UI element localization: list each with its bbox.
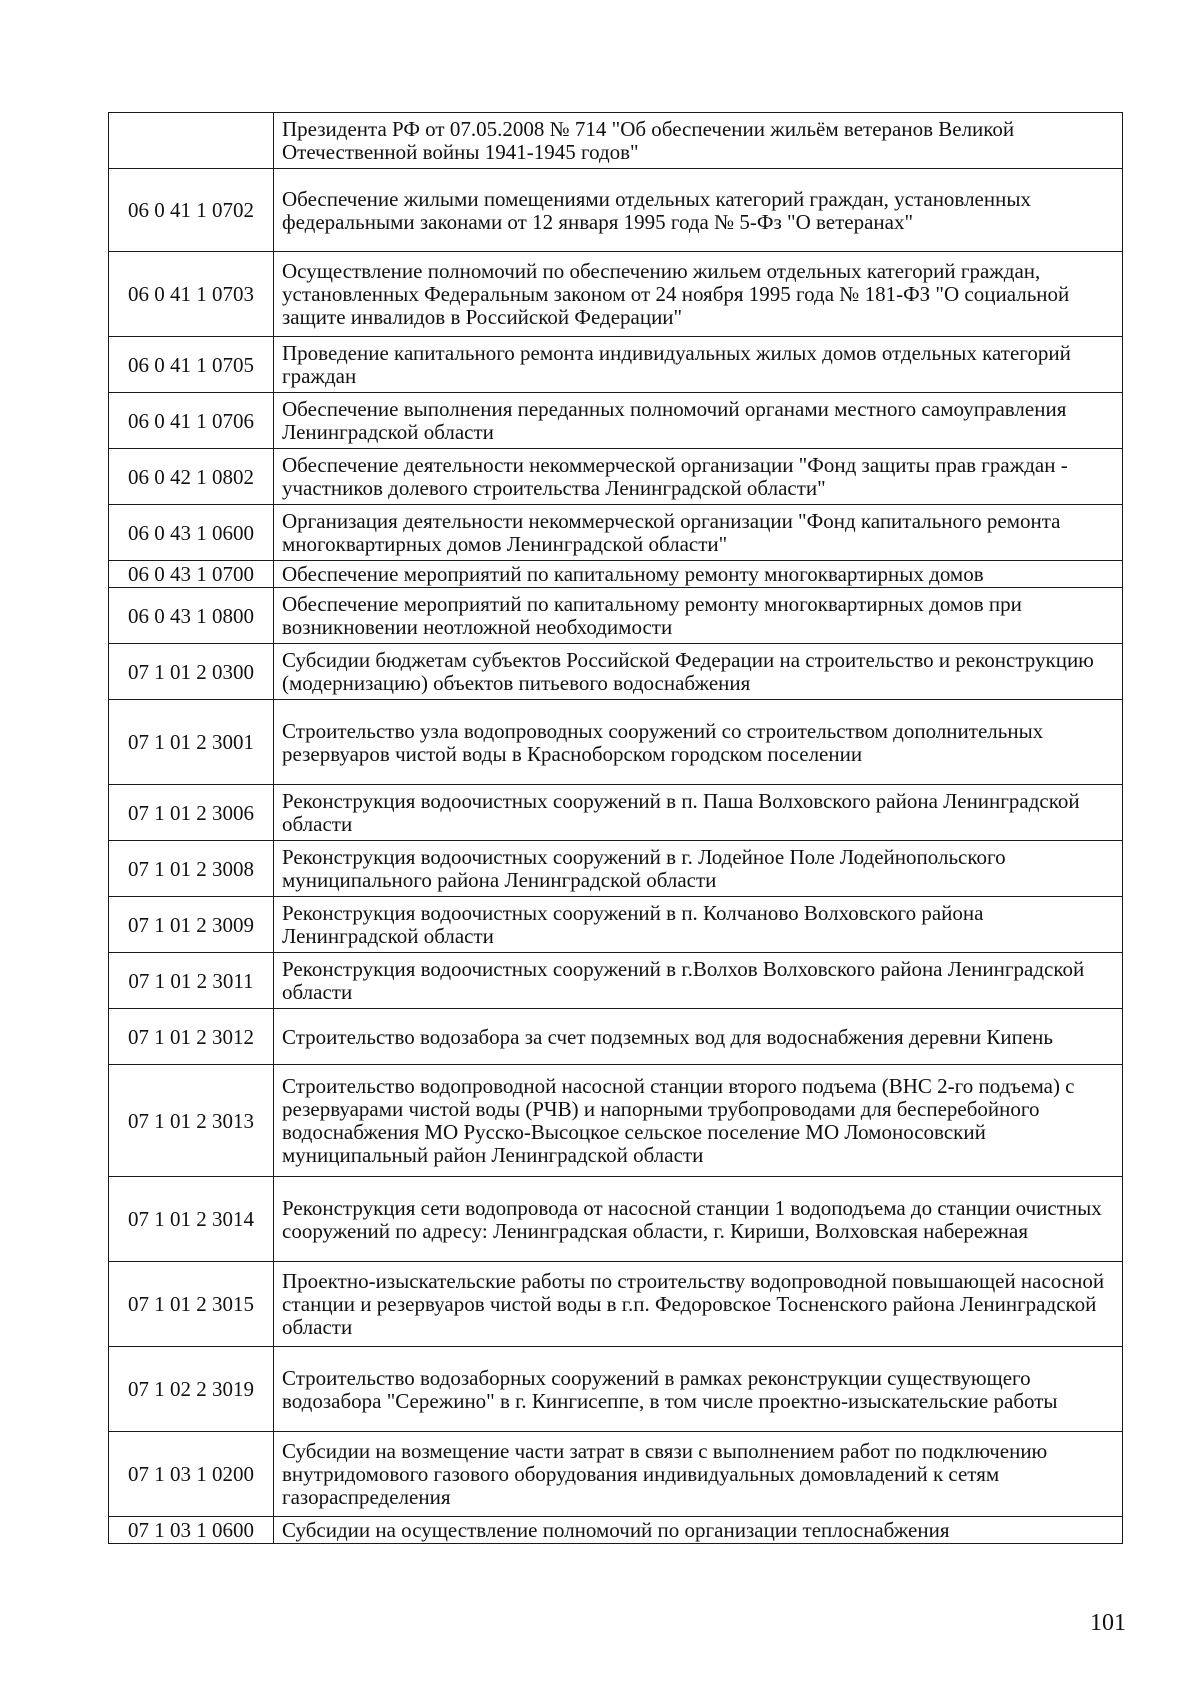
code-cell: 06 0 41 1 0706 [109,393,274,449]
description-cell: Реконструкция водоочистных сооружений в г. Лодейное Поле Лодейнопольского муниципального района Ленинградской области [274,841,1123,897]
code-cell: 06 0 41 1 0705 [109,337,274,393]
description-cell: Проведение капитального ремонта индивидуальных жилых домов отдельных категорий граждан [274,337,1123,393]
description-cell: Президента РФ от 07.05.2008 № 714 "Об обеспечении жильём ветеранов Великой Отечественной войны 1941-1945 годов" [274,113,1123,169]
table-row [109,897,1123,953]
description-cell: Строительство водозаборных сооружений в рамках реконструкции существующего водозабора "Сережино" в г. Кингисеппе, в том числе проектно-изыскательские работы [274,1347,1123,1432]
description-cell: Строительство водопроводной насосной станции второго подъема (ВНС 2-го подъема) с резервуарами чистой воды (РЧВ) и напорными трубопроводами для бесперебойного водоснабжения МО Русско-Высоцкое сельское поселение МО Ломоносовский муниципальный район Ленинградской области [274,1065,1123,1177]
description-cell: Реконструкция сети водопровода от насосной станции 1 водоподъема до станции очистных сооружений по адресу: Ленинградская области, г. Кириши, Волховская набережная [274,1177,1123,1262]
code-cell: 07 1 01 2 3009 [109,897,274,953]
code-cell: 06 0 43 1 0800 [109,588,274,644]
table-row [109,505,1123,561]
table-row [109,953,1123,1009]
table-row [109,169,1123,252]
code-cell: 07 1 03 1 0600 [109,1517,274,1544]
description-cell: Строительство водозабора за счет подземных вод для водоснабжения деревни Кипень [274,1009,1123,1065]
code-cell: 07 1 01 2 3008 [109,841,274,897]
code-cell: 07 1 01 2 3006 [109,785,274,841]
description-cell: Обеспечение мероприятий по капитальному ремонту многоквартирных домов при возникновении неотложной необходимости [274,588,1123,644]
code-cell: 07 1 01 2 3013 [109,1065,274,1177]
description-cell: Осуществление полномочий по обеспечению жильем отдельных категорий граждан, установленных Федеральным законом от 24 ноября 1995 года № 181-ФЗ "О социальной защите инвалидов в Российской Федерации" [274,252,1123,337]
code-cell: 07 1 01 2 3001 [109,700,274,785]
description-cell: Реконструкция водоочистных сооружений в п. Колчаново Волховского района Ленинградской области [274,897,1123,953]
table-row [109,1065,1123,1177]
description-cell: Субсидии на возмещение части затрат в связи с выполнением работ по подключению внутридомового газового оборудования индивидуальных домовладений к сетям газораспределения [274,1432,1123,1517]
budget-classification-table [108,112,1123,1544]
table-row [109,1432,1123,1517]
code-cell: 07 1 01 2 0300 [109,644,274,700]
table-row [109,1517,1123,1544]
code-cell: 06 0 41 1 0702 [109,169,274,252]
table-row [109,337,1123,393]
code-cell: 07 1 03 1 0200 [109,1432,274,1517]
description-cell: Обеспечение выполнения переданных полномочий органами местного самоуправления Ленинградской области [274,393,1123,449]
code-cell: 07 1 02 2 3019 [109,1347,274,1432]
description-cell: Субсидии на осуществление полномочий по организации теплоснабжения [274,1517,1123,1544]
table-row [109,1177,1123,1262]
page-number: 101 [1090,1610,1126,1636]
description-cell: Субсидии бюджетам субъектов Российской Федерации на строительство и реконструкцию (модернизацию) объектов питьевого водоснабжения [274,644,1123,700]
table-row [109,252,1123,337]
table-row [109,113,1123,169]
table-row [109,1347,1123,1432]
table-row [109,561,1123,588]
code-cell [109,113,274,169]
table-row [109,588,1123,644]
table-body [109,113,1123,1544]
table-row [109,785,1123,841]
table-row [109,1262,1123,1347]
description-cell: Обеспечение мероприятий по капитальному ремонту многоквартирных домов [274,561,1123,588]
description-cell: Организация деятельности некоммерческой организации "Фонд капитального ремонта многоквартирных домов Ленинградской области" [274,505,1123,561]
code-cell: 06 0 43 1 0700 [109,561,274,588]
description-cell: Проектно-изыскательские работы по строительству водопроводной повышающей насосной станции и резервуаров чистой воды в г.п. Федоровское Тосненского района Ленинградской области [274,1262,1123,1347]
description-cell: Обеспечение жилыми помещениями отдельных категорий граждан, установленных федеральными законами от 12 января 1995 года № 5-Фз "О ветеранах" [274,169,1123,252]
table-row [109,393,1123,449]
description-cell: Строительство узла водопроводных сооружений со строительством дополнительных резервуаров чистой воды в Красноборском городском поселении [274,700,1123,785]
description-cell: Реконструкция водоочистных сооружений в г.Волхов Волховского района Ленинградской области [274,953,1123,1009]
table-row [109,644,1123,700]
table-row [109,841,1123,897]
code-cell: 07 1 01 2 3014 [109,1177,274,1262]
description-cell: Обеспечение деятельности некоммерческой организации "Фонд защиты прав граждан - участников долевого строительства Ленинградской области" [274,449,1123,505]
code-cell: 07 1 01 2 3012 [109,1009,274,1065]
code-cell: 06 0 41 1 0703 [109,252,274,337]
table-row [109,700,1123,785]
table-row [109,449,1123,505]
code-cell: 06 0 43 1 0600 [109,505,274,561]
table-row [109,1009,1123,1065]
code-cell: 07 1 01 2 3015 [109,1262,274,1347]
code-cell: 06 0 42 1 0802 [109,449,274,505]
description-cell: Реконструкция водоочистных сооружений в п. Паша Волховского района Ленинградской области [274,785,1123,841]
code-cell: 07 1 01 2 3011 [109,953,274,1009]
